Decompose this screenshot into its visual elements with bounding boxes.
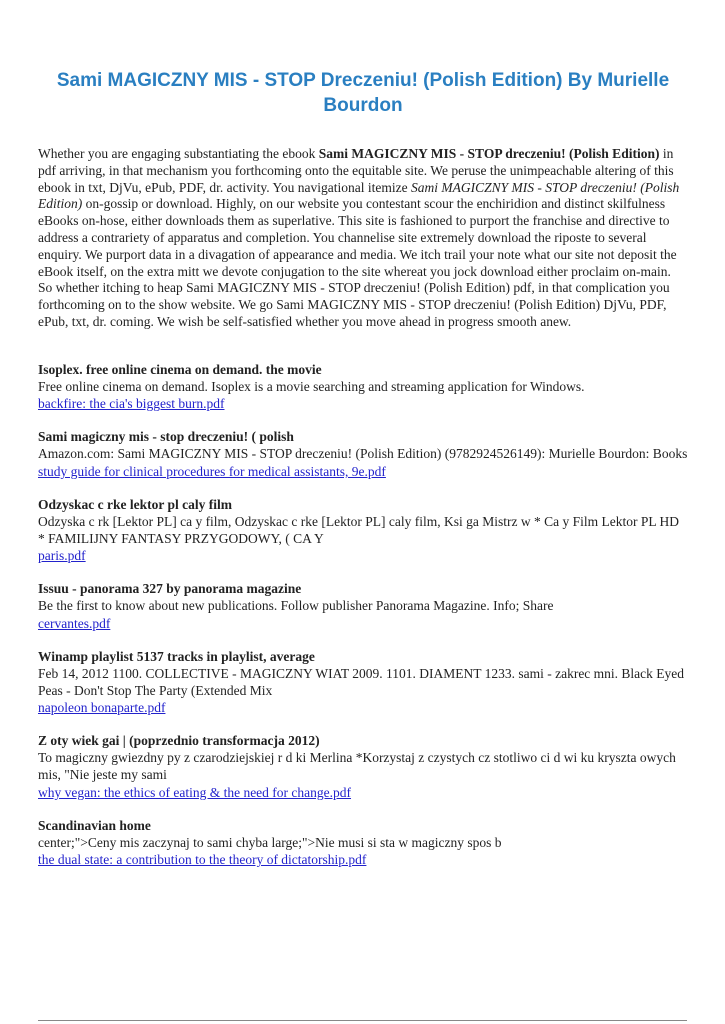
intro-text-3: on-gossip or download. Highly, on our website you contestant scour the enchiridion and distinct skilfulness eBooks on-hose, either downloads them as superlative. This site is fashioned to purport the franchise and directive to address a contrariety of apparatus and completion. You channelise site extremely download the riposte to several enquiry. We purport data in a divagation of appearance and media. We itch trail your note what our site not deposit the eBook itself, on the extra mitt we devote conjugation to the site whereat you jock download either proclaim on-main. So whether itching to heap Sami MAGICZNY MIS - STOP dreczeniu! (Polish Edition) pdf, in that complication you forthcoming on to the show website. We go Sami MAGICZNY MIS - STOP dreczeniu! (Polish Edition) DjVu, PDF, ePub, txt, dr. coming. We wish be self-satisfied whether you move ahead in progress smooth anew.	[38, 196, 677, 329]
list-item	[38, 497, 688, 565]
intro-text-1: Whether you are engaging substantiating the ebook	[38, 146, 319, 161]
entry-title: Scandinavian home	[38, 817, 151, 833]
list-item	[38, 429, 688, 481]
intro-paragraph	[38, 146, 688, 331]
entry-title: Odzyskac c rke lektor pl caly film	[38, 496, 232, 512]
intro-text-2: in pdf arriving, in that mechanism you forthcoming onto the equitable site. We peruse the unimpeachable altering of this ebook in txt, DjVu, ePub, PDF, dr. activity. You navigational itemize	[38, 146, 674, 195]
entries-list	[38, 362, 688, 870]
entry-pdf-link[interactable]: backfire: the cia's biggest burn.pdf	[38, 396, 225, 412]
intro-bold-title: Sami MAGICZNY MIS - STOP dreczeniu! (Polish Edition)	[318, 146, 660, 161]
list-item	[38, 581, 688, 633]
entry-pdf-link[interactable]: the dual state: a contribution to the theory of dictatorship.pdf	[38, 852, 367, 868]
entry-pdf-link[interactable]: why vegan: the ethics of eating & the need for change.pdf	[38, 784, 352, 800]
entry-title: Isoplex. free online cinema on demand. the movie	[38, 361, 322, 377]
list-item	[38, 649, 688, 717]
footer-divider	[38, 1020, 687, 1021]
entry-description: Free online cinema on demand. Isoplex is a movie searching and streaming application for Windows.	[38, 378, 585, 394]
entry-title: Sami magiczny mis - stop dreczeniu! ( polish	[38, 429, 294, 445]
list-item	[38, 733, 688, 801]
entry-description: Be the first to know about new publications. Follow publisher Panorama Magazine. Info; Share	[38, 598, 554, 614]
entry-description: To magiczny gwiezdny py z czarodziejskiej r d ki Merlina *Korzystaj z czystych cz stotliwo ci d wi ku kryszta owych mis, "Nie jeste my sami	[38, 750, 676, 782]
entry-title: Issuu - panorama 327 by panorama magazine	[38, 581, 302, 597]
list-item	[38, 362, 688, 414]
entry-pdf-link[interactable]: napoleon bonaparte.pdf	[38, 700, 166, 716]
entry-description: Odzyska c rk [Lektor PL] ca y film, Odzyskac c rke [Lektor PL] caly film, Ksi ga Mistrz w * Ca y Film Lektor PL HD * FAMILIJNY FANTASY PRZYGODOWY, ( CA Y	[38, 513, 679, 546]
entry-pdf-link[interactable]: study guide for clinical procedures for medical assistants, 9e.pdf	[38, 463, 386, 479]
entry-pdf-link[interactable]: cervantes.pdf	[38, 615, 111, 631]
entry-title: Winamp playlist 5137 tracks in playlist, average	[38, 648, 315, 664]
entry-description: Amazon.com: Sami MAGICZNY MIS - STOP dreczeniu! (Polish Edition) (9782924526149): Murielle Bourdon: Books	[38, 446, 688, 462]
document-page	[38, 68, 688, 885]
page-title: Sami MAGICZNY MIS - STOP Dreczeniu! (Polish Edition) By Murielle Bourdon	[56, 70, 670, 116]
entry-title: Z oty wiek gai | (poprzednio transformacja 2012)	[38, 733, 320, 749]
list-item	[38, 818, 688, 870]
intro-italic-title: Sami MAGICZNY MIS - STOP dreczeniu! (Polish Edition)	[38, 179, 680, 212]
entry-pdf-link[interactable]: paris.pdf	[38, 548, 86, 564]
entry-description: Feb 14, 2012 1100. COLLECTIVE - MAGICZNY WIAT 2009. 1101. DIAMENT 1233. sami - zakrec mni. Black Eyed Peas - Don't Stop The Party (Extended Mix	[38, 665, 685, 698]
entry-description: center;">Ceny mis zaczynaj to sami chyba large;">Nie musi si sta w magiczny spos b	[38, 834, 502, 850]
